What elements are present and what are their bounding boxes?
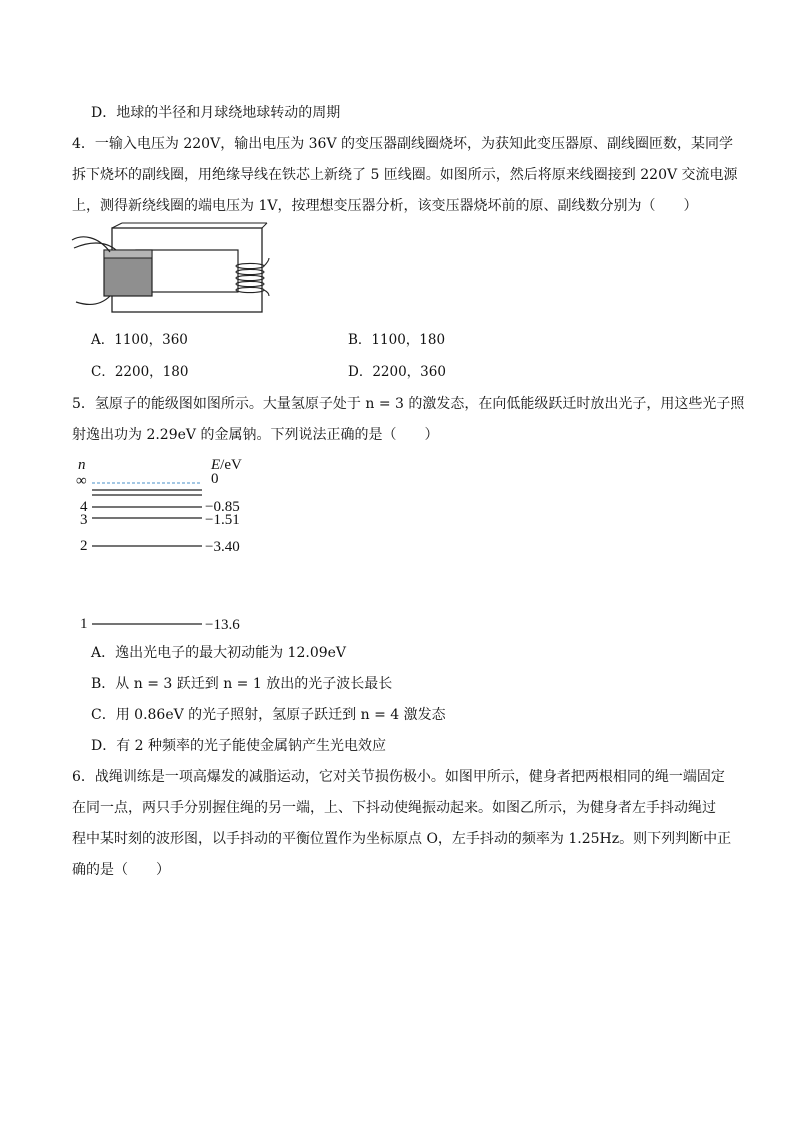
q6-stem-line-3: 程中某时刻的波形图，以手抖动的平衡位置作为坐标原点 O，左手抖动的频率为 1.25Hz。则下列判断中正 [72,831,732,847]
level-label-inf: ∞ [76,473,87,489]
q4-stem-line-2: 拆下烧坏的副线圈，用绝缘导线在铁芯上新绕了 5 匝线圈。如图所示，然后将原来线圈接到 220V 交流电源 [72,167,738,183]
q4-option-d: D．2200，360 [348,364,446,380]
q4-option-b: B．1100，180 [348,332,446,348]
q5-option-b: B．从 n = 3 跃迁到 n = 1 放出的光子波长最长 [91,676,393,692]
level-label-2: 2 [80,538,88,554]
level-energy-inf: 0 [211,471,219,487]
q4-stem-line-1: 4．一输入电压为 220V，输出电压为 36V 的变压器副线圈烧坏，为获知此变压器原、副线圈匝数，某同学 [72,136,734,152]
transformer-figure [70,222,270,318]
q4-option-c: C．2200，180 [91,364,189,380]
level-energy-3: −1.51 [205,512,240,528]
q6-stem-line-2: 在同一点，两只手分别握住绳的另一端，上、下抖动使绳振动起来。如图乙所示，为健身者左手抖动绳过 [72,800,716,816]
q4-option-a: A．1100，360 [91,332,188,348]
q5-option-c: C．用 0.86eV 的光子照射，氢原子跃迁到 n = 4 激发态 [91,707,446,723]
level-label-1: 1 [80,616,88,632]
q6-stem-line-4: 确的是（ ） [72,862,170,878]
energy-level-diagram [72,452,272,634]
primary-lead-bottom [76,296,110,304]
q5-stem-line-2: 射逸出功为 2.29eV 的金属钠。下列说法正确的是（ ） [72,427,439,443]
level-label-3: 3 [80,512,88,528]
n-axis-label: n [78,457,86,473]
energy-axis-label: E/eV [211,457,242,473]
q5-stem-line-1: 5．氢原子的能级图如图所示。大量氢原子处于 n = 3 的激发态，在向低能级跃迁时放出光子，用这些光子照 [72,396,745,412]
level-energy-1: −13.6 [205,617,240,633]
level-label-4: 4 [80,499,88,515]
level-energy-2: −3.40 [205,539,240,555]
q3-option-d: D．地球的半径和月球绕地球转动的周期 [91,105,341,121]
q5-option-a: A．逸出光电子的最大初动能为 12.09eV [91,645,347,661]
q6-stem-line-1: 6．战绳训练是一项高爆发的减脂运动，它对关节损伤极小。如图甲所示，健身者把两根相同的绳一端固定 [72,769,725,785]
level-energy-4: −0.85 [205,499,240,515]
q4-stem-line-3: 上，测得新绕线圈的端电压为 1V，按理想变压器分析，该变压器烧坏前的原、副线数分别为（ ） [72,198,698,214]
q5-option-d: D．有 2 种频率的光子能使金属钠产生光电效应 [91,738,387,754]
